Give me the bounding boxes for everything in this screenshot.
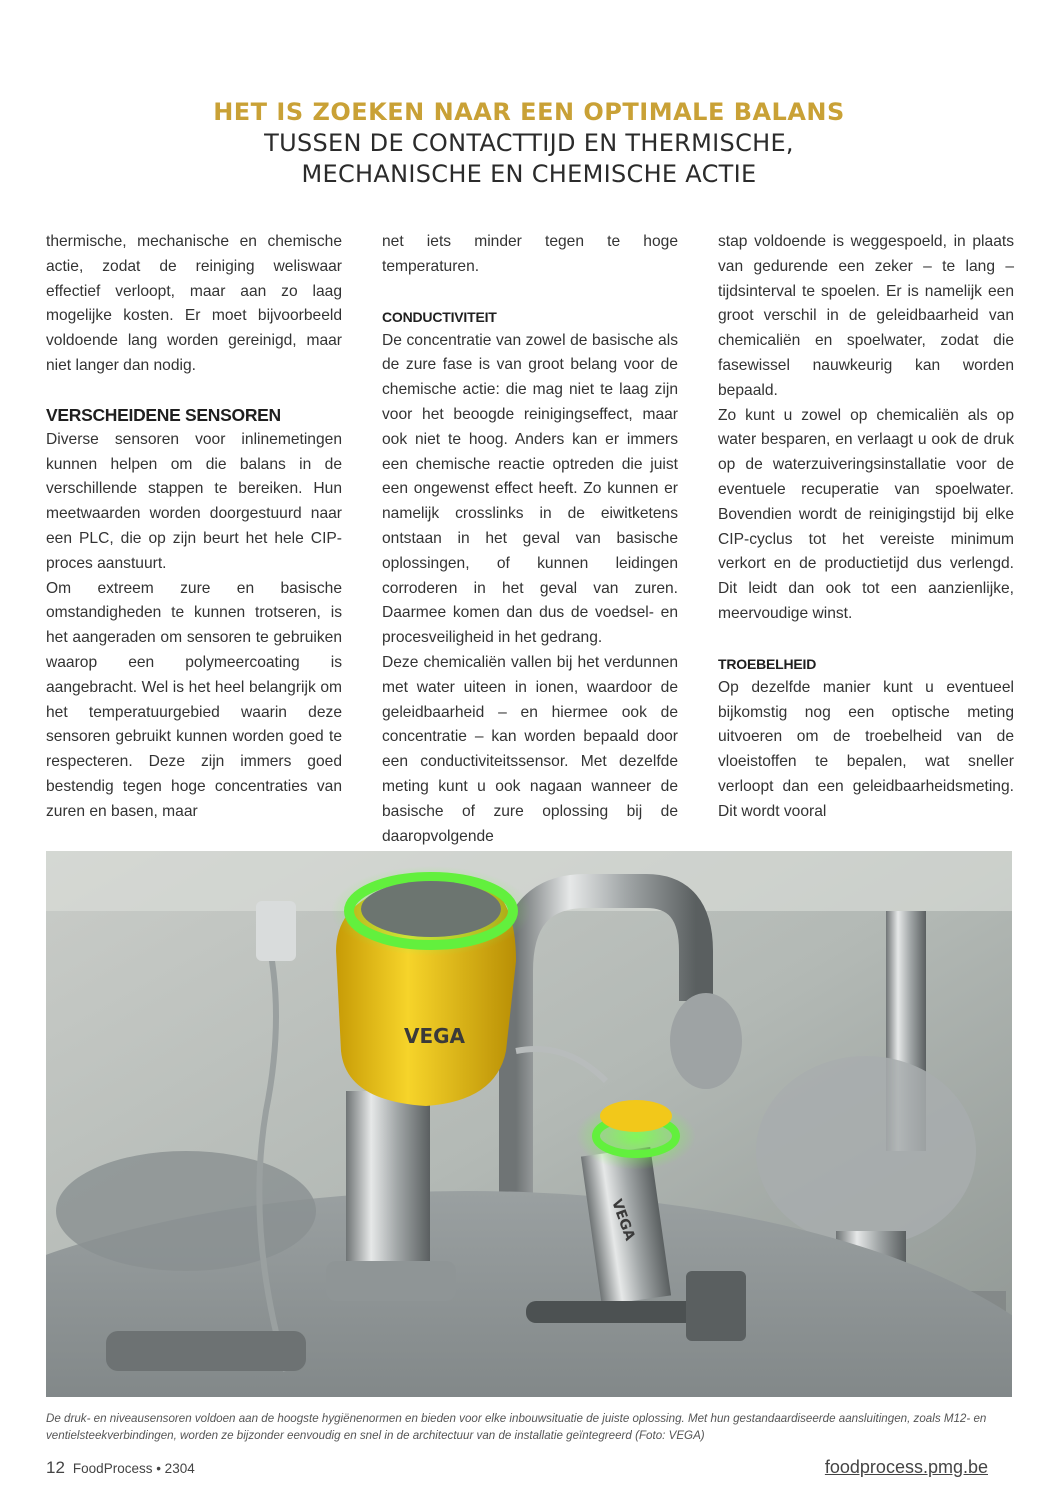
paragraph: thermische, mechanische en chemische actie, zodat de reiniging weliswaar effectief verloopt, maar aan zo laag mogelijke kosten. Er moet bijvoorbeeld voldoende lang worden gereinigd, maar niet langer dan nodig. bbox=[46, 233, 342, 374]
sensor-photo-illustration bbox=[46, 851, 1012, 1397]
paragraph: Diverse sensoren voor inlinemetingen kunnen helpen om die balans in de verschillende stappen te bereiken. Hun meetwaarden worden doorgestuurd naar een PLC, die op zijn beurt het hele CIP-proces aanstuurt. bbox=[46, 430, 342, 572]
paragraph: stap voldoende is weggespoeld, in plaats van gedurende een zeker – te lang – tijdsinterval te spoelen. Er is namelijk een groot verschil in de geleidbaarheid van chemicaliën en spoelwater, zodat die fasewissel nauwkeurig kan worden bepaald. bbox=[718, 233, 1014, 399]
article-column-1 bbox=[46, 230, 342, 825]
paragraph: Zo kunt u zowel op chemicaliën als op water besparen, en verlaagt u ook de druk op de waterzuiveringsinstallatie voor de eventuele recuperatie van spoelwater. Bovendien wordt de reinigingstijd bij elke CIP-cyclus tot het vereiste minimum verkort en de productietijd dus verlengd. Dit leidt dan ook tot een aanzienlijke, meervoudige winst. bbox=[718, 406, 1014, 622]
paragraph: Op dezelfde manier kunt u eventueel bijkomstig nog een optische meting uitvoeren om de troebelheid van de vloeistoffen te bepalen, wat sneller verloopt dan een geleidbaarheidsmeting. Dit wordt vooral bbox=[718, 678, 1014, 820]
section-heading: VERSCHEIDENE SENSOREN bbox=[46, 404, 281, 425]
paragraph: net iets minder tegen te hoge temperaturen. bbox=[382, 233, 678, 275]
vega-logo-large: VEGA bbox=[404, 1024, 466, 1048]
pull-quote-line: TUSSEN DE CONTACTTIJD EN THERMISCHE, bbox=[264, 129, 794, 157]
article-column-2 bbox=[382, 230, 678, 849]
paragraph: De concentratie van zowel de basische als de zure fase is van groot belang voor de chemische actie: die mag niet te laag zijn voor het beoogde reinigingseffect, maar ook niet te hoog. Anders kan er immers een chemische reactie optreden die juist een ongewenst effect heeft. Zo kunnen er namelijk crosslinks in de eiwitketens ontstaan in het geval van basische oplossingen, of kunnen leidingen corroderen in het geval van zuren. Daarmee komen dan dus de voedsel- en procesveiligheid in het gedrang. bbox=[382, 331, 678, 647]
subsection-heading: CONDUCTIVITEIT bbox=[382, 308, 497, 325]
paragraph: Deze chemicaliën vallen bij het verdunnen met water uiteen in ionen, waardoor de geleidbaarheid – en hiermee ook de concentratie – kan worden bepaald door een conductiviteitssensor. Met dezelfde meting kunt u ook nagaan wanneer de basische of zure oplossing bij de daaropvolgende bbox=[382, 653, 678, 845]
subsection-heading: TROEBELHEID bbox=[718, 655, 817, 672]
page-number: 12 bbox=[46, 1458, 65, 1477]
pull-quote-line: MECHANISCHE EN CHEMISCHE ACTIE bbox=[301, 160, 757, 188]
pull-quote-highlight: HET IS ZOEKEN NAAR EEN OPTIMALE BALANS bbox=[213, 98, 845, 126]
paragraph: Om extreem zure en basische omstandigheden te kunnen trotseren, is het aangeraden om sensoren te gebruiken waarop een polymeercoating is aangebracht. Wel is het heel belangrijk om het temperatuurgebied waarin deze sensoren gebruikt kunnen worden goed te respecteren. Deze zijn immers goed bestendig tegen hoge concentraties van zuren en basen, maar bbox=[46, 579, 342, 820]
footer-url-link[interactable]: foodprocess.pmg.be bbox=[824, 1457, 988, 1477]
article-column-3 bbox=[718, 230, 1014, 825]
vega-logo-small: VEGA bbox=[608, 1197, 638, 1243]
photo-caption: De druk- en niveausensoren voldoen aan de hoogste hygiënenormen en bieden voor elke inbouwsituatie de juiste oplossing. Met hun gestandaardiseerde aansluitingen, zoals M12- en ventielsteekverbindingen, worden ze bijzonder eenvoudig en snel in de architectuur van de installatie geïntegreerd (Foto: VEGA) bbox=[46, 1412, 987, 1442]
pull-quote bbox=[0, 96, 1058, 190]
publication-name: FoodProcess • 2304 bbox=[72, 1461, 195, 1476]
sensor-photo bbox=[46, 851, 1012, 1397]
footer-publication bbox=[46, 1458, 195, 1478]
